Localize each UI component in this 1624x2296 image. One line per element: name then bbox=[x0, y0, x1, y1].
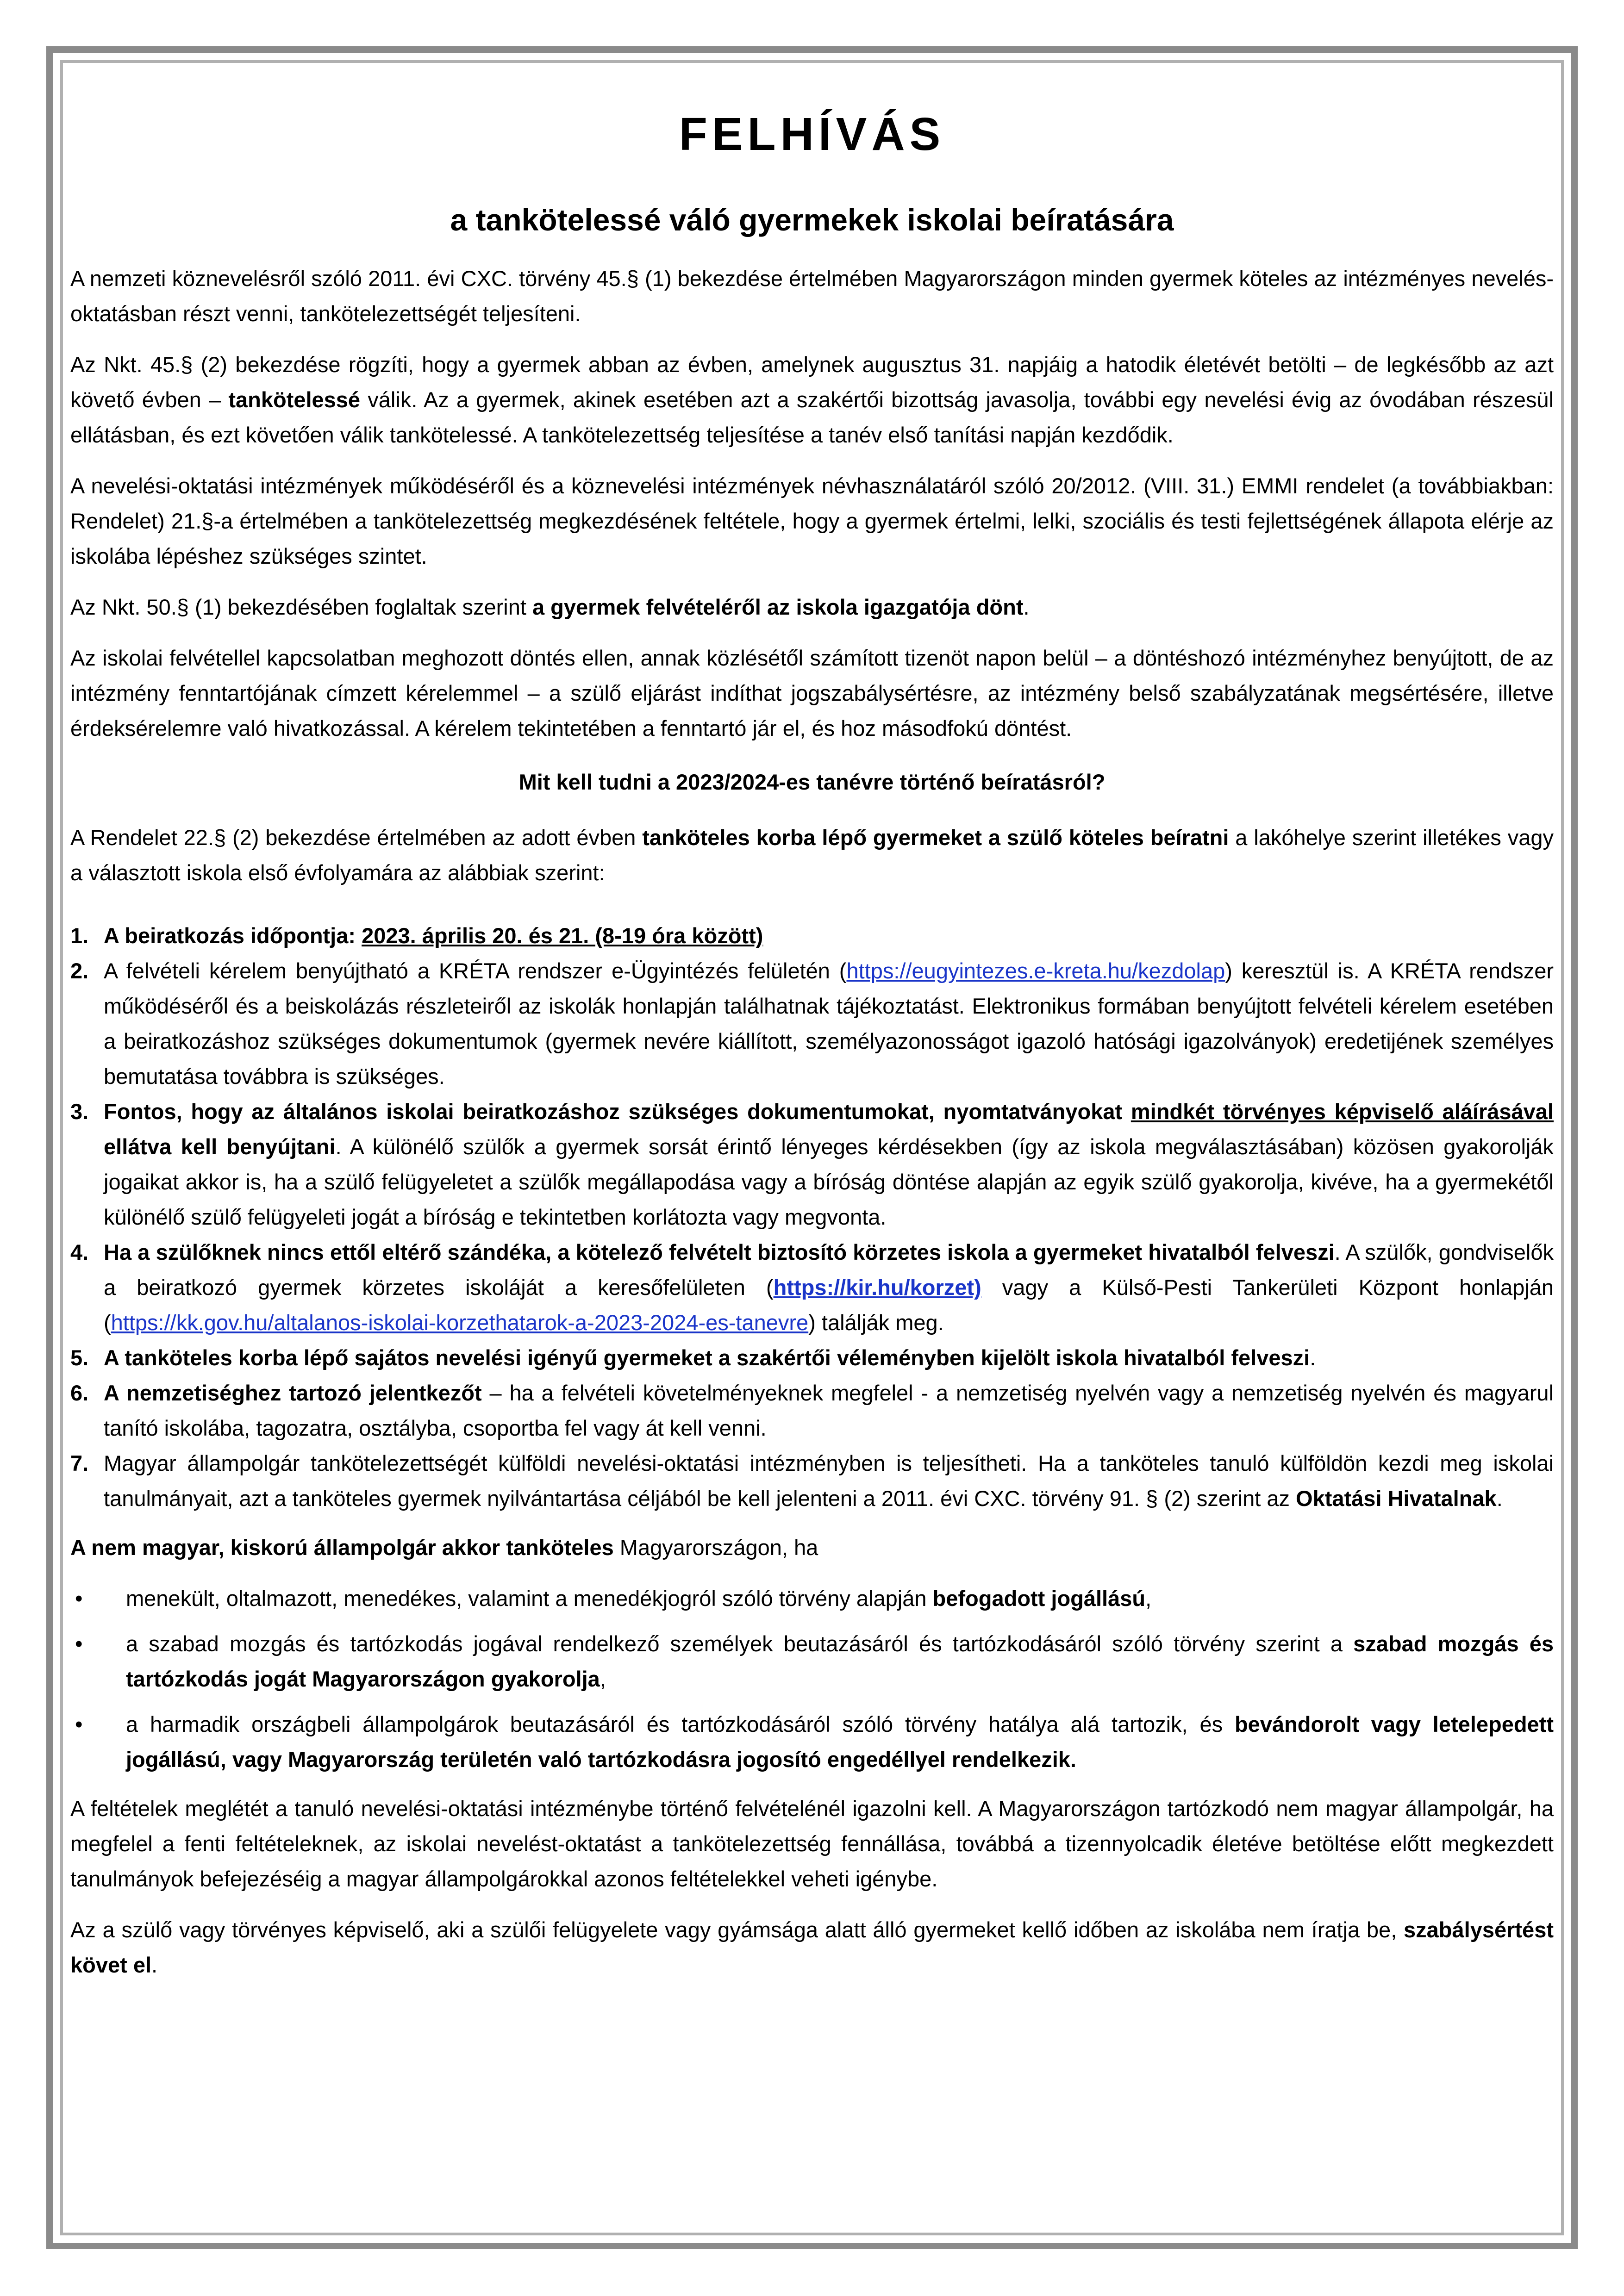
paragraph-conditions-proof: A feltételek meglétét a tanuló nevelési-oktatási intézménybe történő felvételénél igazolni kell. A Magyarországon tartózkodó nem magyar állampolgár, ha megfelel a fenti feltételeknek, az iskolai nevelést-oktatást a tankötelezettség fennállása, továbbá a tizennyolcadik életéve betöltése előtt megkezdett tanulmányok befejezéséig a magyar állampolgárokkal azonos feltételekkel veheti igénybe. bbox=[70, 1796, 1554, 1891]
paragraph-readiness: A nevelési-oktatási intézmények működéséről és a köznevelési intézmények névhasználatáról szóló 20/2012. (VIII. 31.) EMMI rendelet (a továbbiakban: Rendelet) 21.§-a értelmében a tankötelezettség megkezdésének feltétele, hogy a gyermek értelmi, lelki, szociális és testi fejlettségének állapota elérje az iskolába lépéshez szükséges szintet. bbox=[70, 473, 1554, 568]
kir-korzet-link[interactable]: https://kir.hu/korzet) bbox=[773, 1275, 981, 1300]
paragraph-foreign-intro: A nem magyar, kiskorú állampolgár akkor tanköteles Magyarországon, ha bbox=[70, 1535, 818, 1560]
bullet-icon: • bbox=[75, 1712, 83, 1736]
enrollment-list bbox=[70, 918, 1554, 1516]
document-subtitle: a tankötelessé váló gyermekek iskolai beíratására bbox=[450, 203, 1174, 237]
list-item: 3. Fontos, hogy az általános iskolai beiratkozáshoz szükséges dokumentumokat, nyomtatványokat mindkét törvényes képviselő aláírásával ellátva kell benyújtani. A különélő szülők a gyermek sorsát érintő lényeges kérdésekben (így az iskola megválasztásában) közösen gyakorolják jogaikat akkor is, ha a szülő felügyeletet a szülők megállapodása vagy a bíróság döntése alapján az egyik szülő gyakorolja, kivéve, ha a gyermekétől különélő szülő felügyeleti jogát a bíróság e tekintetben korlátozta vagy megvonta. bbox=[70, 1099, 1554, 1229]
bullet-item: • menekült, oltalmazott, menedékes, valamint a menedékjogról szóló törvény alapján befogadott jogállású, bbox=[70, 1581, 1554, 1616]
document-body bbox=[70, 106, 1554, 1998]
bullet-icon: • bbox=[75, 1586, 83, 1611]
bullet-item: • a harmadik országbeli állampolgárok beutazásáról és tartózkodásáról szóló törvény hatálya alá tartozik, és bevándorolt vagy letelepedett jogállású, vagy Magyarország területén való tartózkodásra jogosító engedéllyel rendelkezik. bbox=[70, 1707, 1554, 1777]
paragraph-admission-decision: Az Nkt. 50.§ (1) bekezdésében foglaltak szerint a gyermek felvételéről az iskola igazgatója dönt. bbox=[70, 595, 1030, 619]
paragraph-enrollment-duty: A Rendelet 22.§ (2) bekezdése értelmében az adott évben tanköteles korba lépő gyermeket a szülő köteles beíratni a lakóhelye szerint illetékes vagy a választott iskola első évfolyamára az alábbiak szerint: bbox=[70, 825, 1554, 885]
paragraph-school-age: Az Nkt. 45.§ (2) bekezdése rögzíti, hogy a gyermek abban az évben, amelynek augusztus 31. napjáig a hatodik életévét betölti – de legkésőbb az azt követő évben – tankötelessé válik. Az a gyermek, akinek esetében azt a szakértői bizottság javasolja, további egy nevelési évig az óvodában részesül ellátásban, és ezt követően válik tankötelessé. A tankötelezettség teljesítése a tanév első tanítási napján kezdődik. bbox=[70, 352, 1554, 447]
bullet-item: • a szabad mozgás és tartózkodás jogával rendelkező személyek beutazásáról és tartózkodásáról szóló törvény szerint a szabad mozgás és tartózkodás jogát Magyarországon gyakorolja, bbox=[70, 1626, 1554, 1697]
kreta-link[interactable]: https://eugyintezes.e-kreta.hu/kezdolap bbox=[846, 958, 1225, 983]
section-heading: Mit kell tudni a 2023/2024-es tanévre történő beíratásról? bbox=[518, 770, 1106, 794]
list-item: 4. Ha a szülőknek nincs ettől eltérő szándéka, a kötelező felvételt biztosító körzetes iskola a gyermeket hivatalból felveszi. A szülők, gondviselők a beiratkozó gyermek körzetes iskoláját a keresőfelületen (https://kir.hu/korzet) vagy a Külső-Pesti Tankerületi Központ honlapján (https://kk.gov.hu/altalanos-iskolai-korzethatarok-a-2023-2024-es-tanevre) találják meg. bbox=[70, 1240, 1554, 1335]
foreign-conditions-list bbox=[70, 1581, 1554, 1777]
paragraph-offence: Az a szülő vagy törvényes képviselő, aki a szülői felügyelete vagy gyámsága alatt álló gyermeket kellő időben az iskolába nem íratja be, szabálysértést követ el. bbox=[70, 1917, 1554, 1977]
list-item: 6. A nemzetiséghez tartozó jelentkezőt – ha a felvételi követelményeknek megfelel - a nemzetiség nyelvén vagy a nemzetiség nyelvén és magyarul tanító iskolába, tagozatra, osztályba, csoportba fel vagy át kell venni. bbox=[70, 1381, 1554, 1440]
tankerulet-link[interactable]: https://kk.gov.hu/altalanos-iskolai-korzethatarok-a-2023-2024-es-tanevre bbox=[111, 1310, 809, 1335]
paragraph-obligation: A nemzeti köznevelésről szóló 2011. évi CXC. törvény 45.§ (1) bekezdése értelmében Magyarországon minden gyermek köteles az intézményes nevelés-oktatásban részt venni, tankötelezettségét teljesíteni. bbox=[70, 266, 1554, 326]
bullet-icon: • bbox=[75, 1631, 83, 1656]
list-item: 7. Magyar állampolgár tankötelezettségét külföldi nevelési-oktatási intézményben is teljesítheti. Ha a tanköteles tanuló külföldön kezdi meg iskolai tanulmányait, azt a tanköteles gyermek nyilvántartása céljából be kell jelenteni a 2011. évi CXC. törvény 91. § (2) szerint az Oktatási Hivatalnak. bbox=[70, 1451, 1554, 1511]
list-item: 5. A tanköteles korba lépő sajátos nevelési igényű gyermeket a szakértői véleményben kijelölt iskola hivatalból felveszi. bbox=[70, 1345, 1316, 1370]
list-item: 2. A felvételi kérelem benyújtható a KRÉTA rendszer e-Ügyintézés felületén (https://eugyintezes.e-kreta.hu/kezdolap) keresztül is. A KRÉTA rendszer működéséről és a beiskolázás részleteiről az iskolák honlapján találhatnak tájékoztatást. Elektronikus formában benyújtott felvételi kérelem esetében a beiratkozáshoz szükséges dokumentumok (gyermek nevére kiállított, személyazonosságot igazoló hatósági igazolványok) eredetijének személyes bemutatása továbbra is szükséges. bbox=[70, 958, 1554, 1089]
list-item: 1. A beiratkozás időpontja: 2023. április 20. és 21. (8-19 óra között) bbox=[70, 923, 763, 948]
paragraph-appeal: Az iskolai felvétellel kapcsolatban meghozott döntés ellen, annak közlésétől számított tizenöt napon belül – a döntéshozó intézményhez benyújtott, de az intézmény fenntartójának címzett kérelemmel – a szülő eljárást indíthat jogszabálysértésre, az intézmény belső szabályzatának megsértésére, illetve érdeksérelemre való hivatkozással. A kérelem tekintetében a fenntartó jár el, és hoz másodfokú döntést. bbox=[70, 646, 1554, 740]
document-title: FELHÍVÁS bbox=[679, 108, 945, 160]
